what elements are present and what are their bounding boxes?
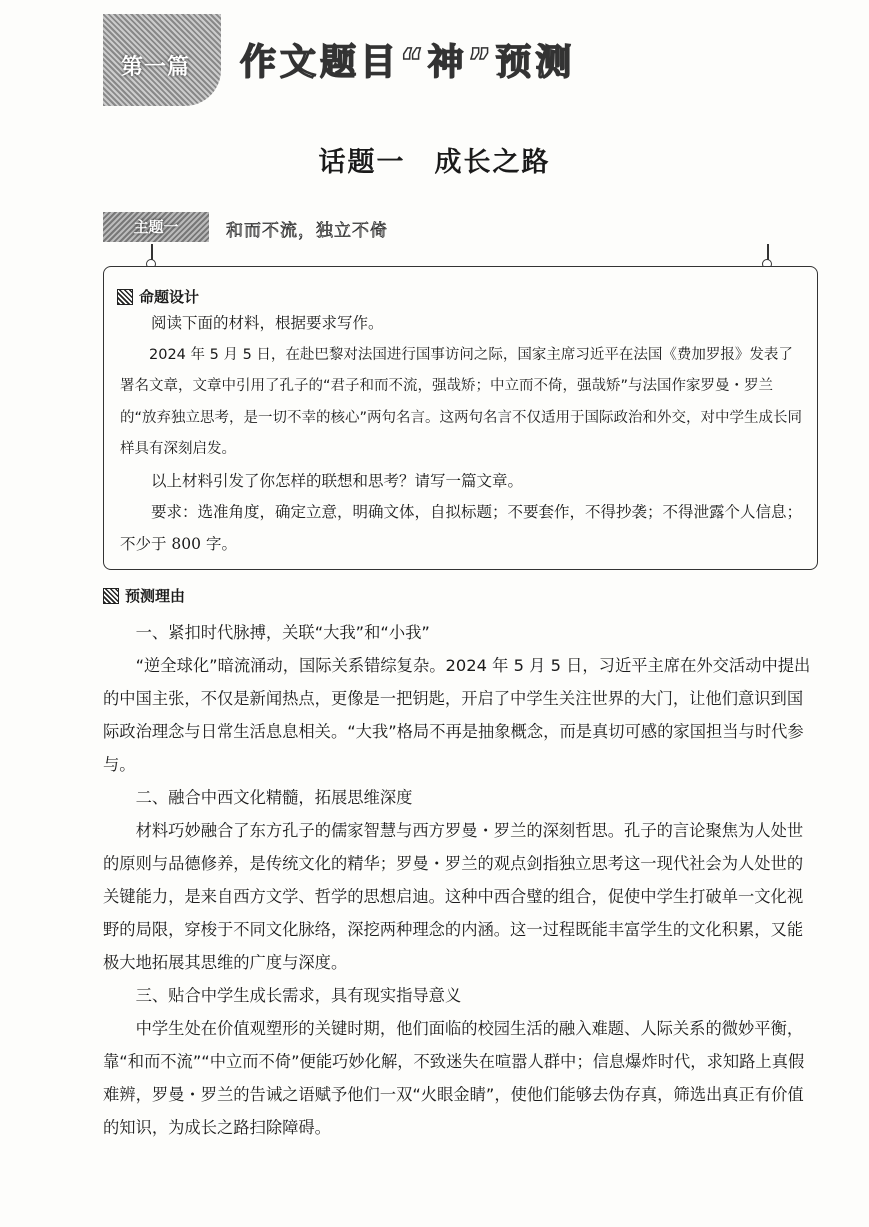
subtopic-badge: 主题一 xyxy=(103,212,209,242)
prediction-paragraph: 材料巧妙融合了东方孔子的儒家智慧与西方罗曼・罗兰的深刻哲思。孔子的言论聚焦为人处世的原则与品德修养，是传统文化的精华；罗曼・罗兰的观点剑指独立思考这一现代社会为人处世的关键能力，是来自西方文学、哲学的思想启迪。这种中西合璧的组合，促使中学生打破单一文化视野的局限，穿梭于不同文化脉络，深挖两种理念的内涵。这一过程既能丰富学生的文化积累，又能极大地拓展其思维的广度与深度。 xyxy=(103,821,804,972)
proposition-paragraph: 阅读下面的材料，根据要求写作。 xyxy=(151,314,384,332)
prediction-paragraph: 中学生处在价值观塑形的关键时期，他们面临的校园生活的融入难题、人际关系的微妙平衡，靠“和而不流”“中立而不倚”便能巧妙化解，不致迷失在喧嚣人群中；信息爆炸时代，求知路上真假难辨，罗曼・罗兰的告诫之语赋予他们一双“火眼金睛”，使他们能够去伪存真，筛选出真正有价值的知识，为成长之路扫除障碍。 xyxy=(103,1019,805,1137)
prediction-subheading: 一、紧扣时代脉搏，关联“大我”和“小我” xyxy=(135,623,430,642)
proposition-paragraph: 要求：选准角度，确定立意，明确文体，自拟标题；不要套作，不得抄袭；不得泄露个人信息；不少于 800 字。 xyxy=(120,503,803,553)
prediction-paragraph: “逆全球化”暗流涌动，国际关系错综复杂。2024 年 5 月 5 日，习近平主席在外交活动中提出的中国主张，不仅是新闻热点，更像是一把钥匙，开启了中学生关注世界的大门，让他们意识到国际政治理念与日常生活息息相关。“大我”格局不再是抽象概念，而是真切可感的家国担当与时代参与。 xyxy=(103,656,811,774)
subtopic-title: 和而不流，独立不倚 xyxy=(226,221,388,241)
proposition-heading xyxy=(117,286,199,307)
prediction-heading xyxy=(103,585,185,606)
section-badge-label: 第一篇 xyxy=(121,55,191,80)
header-title: 作文题目“神”预测 xyxy=(240,42,576,83)
prediction-heading-label: 预测理由 xyxy=(125,587,186,605)
prediction-subheading: 三、贴合中学生成长需求，具有现实指导意义 xyxy=(135,986,462,1005)
prediction-text xyxy=(103,616,817,1144)
proposition-paragraph: 2024 年 5 月 5 日，在赴巴黎对法国进行国事访问之际，国家主席习近平在法国《费加罗报》发表了署名文章，文章中引用了孔子的“君子和而不流，强哉矫；中立而不倚，强哉矫”与法国作家罗曼・罗兰的“放弃独立思考，是一切不幸的核心”两句名言。这两句名言不仅适用于国际政治和外交，对中学生成长同样具有深刻启发。 xyxy=(120,346,803,457)
proposition-heading-label: 命题设计 xyxy=(139,288,200,306)
proposition-text xyxy=(120,308,804,560)
proposition-paragraph: 以上材料引发了你怎样的联想和思考？请写一篇文章。 xyxy=(151,471,524,490)
topic-title: 话题一 成长之路 xyxy=(318,147,551,178)
section-logo-badge xyxy=(103,14,221,106)
prediction-subheading: 二、融合中西文化精髓，拓展思维深度 xyxy=(135,788,413,807)
prediction-heading-icon xyxy=(103,588,119,604)
proposition-heading-icon xyxy=(117,289,133,305)
